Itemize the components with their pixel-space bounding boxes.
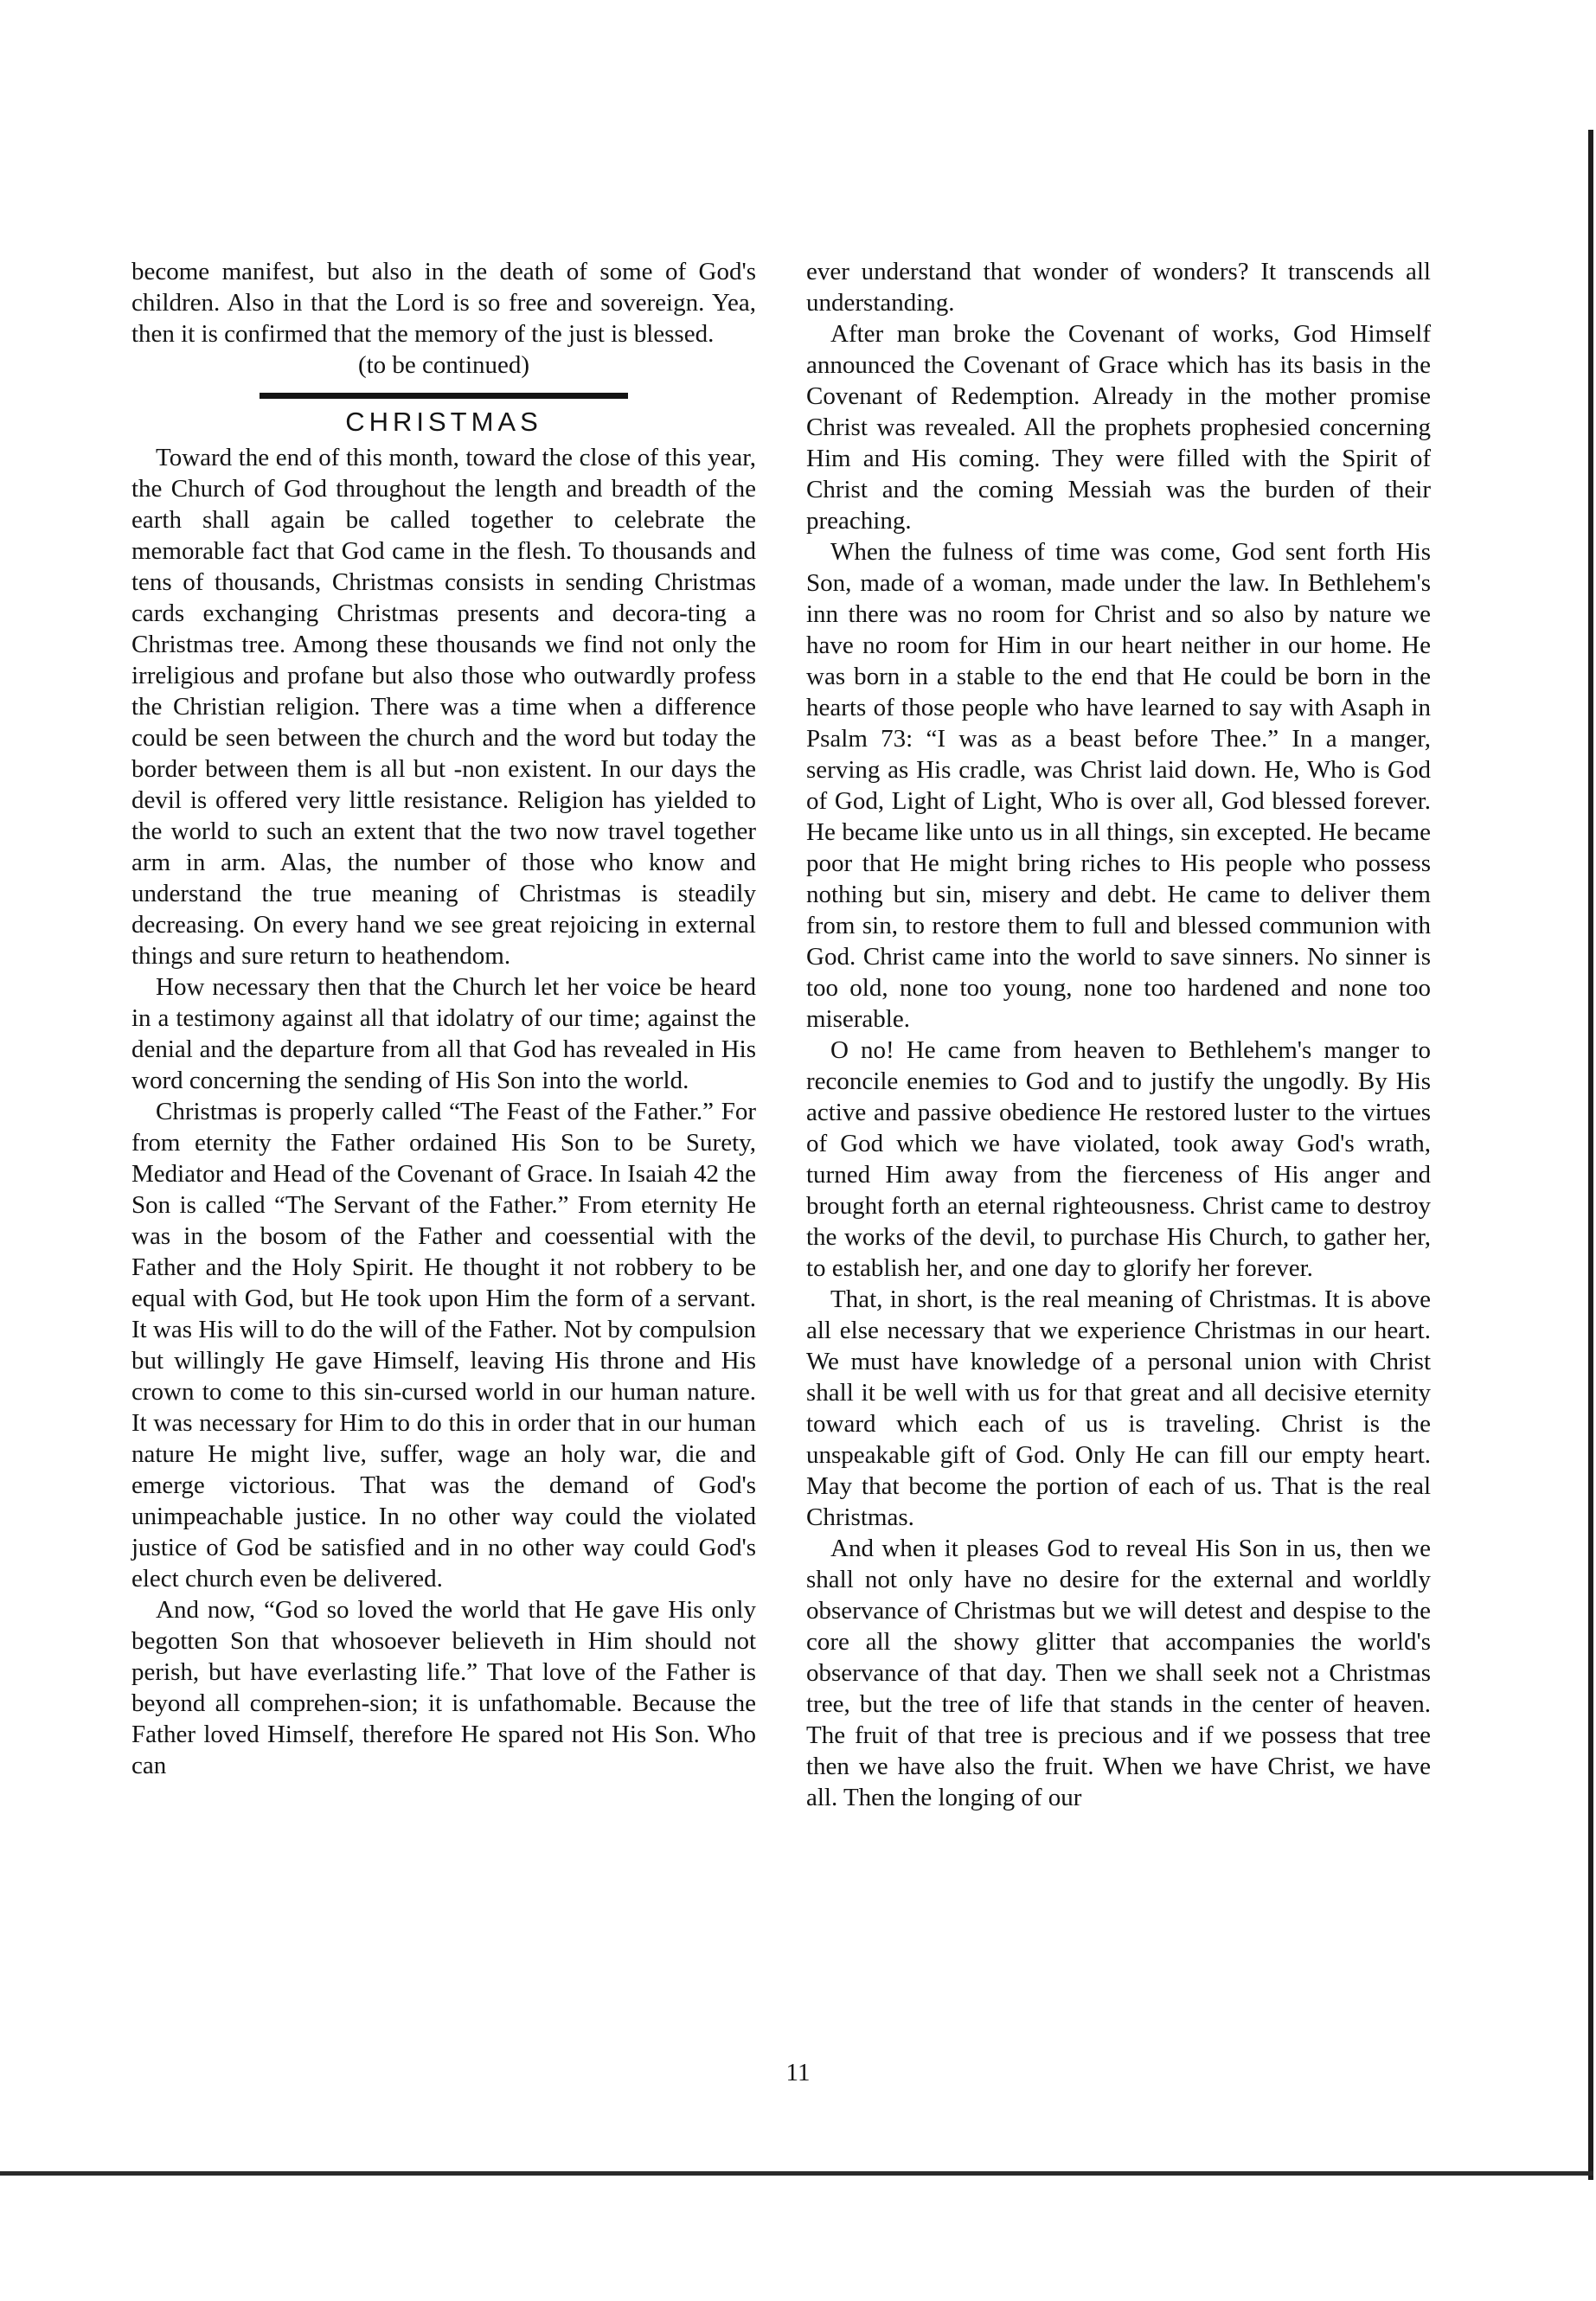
lead-paragraph: ever understand that wonder of wonders? It transcends all understanding. xyxy=(806,258,1431,317)
article-paragraph: O no! He came from heaven to Bethlehem's manger to reconcile enemies to God and to justify the ungodly. By His active and passive obedience He restored luster to the virtues of God which we have violated, took away God's wrath, turned Him away from the fierceness of His anger and brought forth an eternal righteousness. Christ came to destroy the works of the devil, to purchase His Church, to gather her, to establish her, and one day to glorify her forever. xyxy=(806,1036,1431,1282)
right-column xyxy=(806,256,1431,1813)
section-divider xyxy=(260,393,628,399)
article-paragraph: After man broke the Covenant of works, God Himself announced the Covenant of Grace which has its basis in the Covenant of Redemption. Already in the mother promise Christ was revealed. All the prophets prophesied concerning Him and His coming. They were filled with the Spirit of Christ and the coming Messiah was the burden of their preaching. xyxy=(806,320,1431,535)
article-paragraph: When the fulness of time was come, God sent forth His Son, made of a woman, made under the law. In Bethlehem's inn there was no room for Christ and so also by nature we have no room for Him in our heart neither in our home. He was born in a stable to the end that He could be born in the hearts of those people who have learned to say with Asaph in Psalm 73: “I was as a beast before Thee.” In a manger, serving as His cradle, was Christ laid down. He, Who is God of God, Light of Light, Who is over all, God blessed forever. He became like unto us in all things, sin excepted. He became poor that He might bring riches to His people who possess nothing but sin, misery and debt. He came to deliver them from sin, to restore them to full and blessed communion with God. Christ came into the world to save sinners. No sinner is too old, none too young, none too hardened and none too miserable. xyxy=(806,538,1431,1033)
article-paragraph: That, in short, is the real meaning of Christmas. It is above all else necessary that we experience Christmas in our heart. We must have knowledge of a personal union with Christ shall it be well with us for that great and all decisive eternity toward which each of us is traveling. Christ is the unspeakable gift of God. Only He can fill our empty heart. May that become the portion of each of us. That is the real Christmas. xyxy=(806,1285,1431,1531)
article-paragraph: How necessary then that the Church let her voice be heard in a testimony against all that idolatry of our time; against the denial and the departure from all that God has revealed in His word concerning the sending of His Son into the world. xyxy=(131,973,756,1094)
left-column xyxy=(131,256,756,1781)
continued-note: (to be continued) xyxy=(357,351,530,379)
article-paragraph: And when it pleases God to reveal His Son in us, then we shall not only have no desire for the external and worldly observance of Christmas but we will detest and despise to the core all the showy glitter that accompanies the world's observance of that day. Then we shall seek not a Christmas tree, but the tree of life that stands in the center of heaven. The fruit of that tree is precious and if we possess that tree then we have also the fruit. When we have Christ, we have all. Then the longing of our xyxy=(806,1535,1431,1811)
article-paragraph: Christmas is properly called “The Feast of the Father.” For from eternity the Father ordained His Son to be Surety, Mediator and Head of the Covenant of Grace. In Isaiah 42 the Son is called “The Servant of the Father.” From eternity He was in the bosom of the Father and coessential with the Father and the Holy Spirit. He thought it not robbery to be equal with God, but He took upon Him the form of a servant. It was His will to do the will of the Father. Not by compulsion but willingly He gave Himself, leaving His throne and His crown to come to this sin-cursed world in our human nature. It was necessary for Him to do this in order that in our human nature He might live, suffer, wage an holy war, die and emerge victorious. That was the demand of God's unimpeachable justice. In no other way could the violated justice of God be satisfied and in no other way could God's elect church even be delivered. xyxy=(131,1098,756,1593)
intro-paragraph: become manifest, but also in the death of some of God's children. Also in that the Lord is so free and sovereign. Yea, then it is confirmed that the memory of the just is blessed. xyxy=(131,258,756,348)
article-paragraph: Toward the end of this month, toward the close of this year, the Church of God throughout the length and breadth of the earth shall again be called together to celebrate the memorable fact that God came in the flesh. To thousands and tens of thousands, Christmas consists in sending Christmas cards exchanging Christmas presents and decora-ting a Christmas tree. Among these thousands we find not only the irreligious and profane but also those who outwardly profess the Christian religion. There was a time when a difference could be seen between the church and the word but today the border between them is all but -non existent. In our days the devil is offered very little resistance. Religion has yielded to the world to such an extent that the two now travel together arm in arm. Alas, the number of those who know and understand the true meaning of Christmas is steadily decreasing. On every hand we see great rejoicing in external things and sure return to heathendom. xyxy=(131,444,756,970)
page-edge-bottom xyxy=(0,2171,1593,2176)
page-number: 11 xyxy=(785,2059,811,2086)
article-title: CHRISTMAS xyxy=(345,407,542,437)
article-paragraph: And now, “God so loved the world that He gave His only begotten Son that whosoever believeth in Him should not perish, but have everlasting life.” That love of the Father is beyond all comprehen-sion; it is unfathomable. Because the Father loved Himself, therefore He spared not His Son. Who can xyxy=(131,1596,756,1779)
page-edge-right xyxy=(1588,130,1593,2180)
